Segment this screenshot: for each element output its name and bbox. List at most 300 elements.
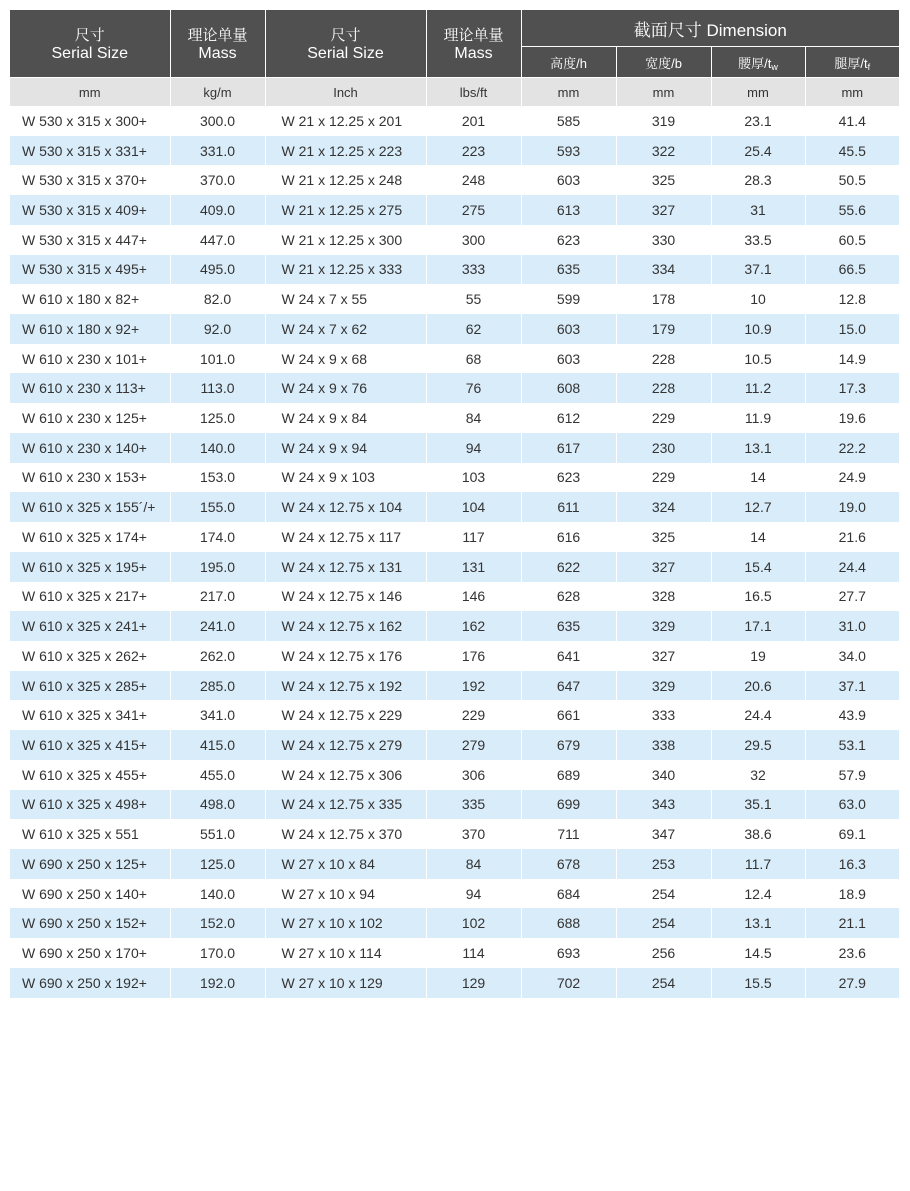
- serial-inch-cell: W 24 x 12.75 x 104: [265, 492, 426, 522]
- mass-kg-cell: 153.0: [170, 463, 265, 493]
- mass-lbs-cell: 279: [426, 730, 521, 760]
- table-row: [10, 225, 899, 255]
- serial-inch-cell: W 21 x 12.25 x 275: [265, 195, 426, 225]
- table-body: [10, 106, 899, 998]
- serial-size-cell: W 610 x 180 x 82+: [10, 284, 170, 314]
- height-cell: 608: [521, 373, 616, 403]
- mass-lbs-cell: 117: [426, 522, 521, 552]
- width-cell: 229: [616, 463, 711, 493]
- table-row: [10, 136, 899, 166]
- header-web-label: 腰厚/t: [738, 55, 772, 71]
- web-thickness-cell: 11.7: [711, 849, 805, 879]
- height-cell: 612: [521, 403, 616, 433]
- serial-inch-cell: W 24 x 12.75 x 117: [265, 522, 426, 552]
- serial-inch-cell: W 24 x 12.75 x 306: [265, 760, 426, 790]
- web-thickness-cell: 10.5: [711, 344, 805, 374]
- web-thickness-cell: 11.2: [711, 373, 805, 403]
- header-mass-en: Mass: [198, 45, 237, 62]
- flange-thickness-cell: 53.1: [805, 730, 899, 760]
- mass-lbs-cell: 55: [426, 284, 521, 314]
- flange-thickness-cell: 69.1: [805, 819, 899, 849]
- mass-lbs-cell: 114: [426, 938, 521, 968]
- serial-inch-cell: W 24 x 9 x 84: [265, 403, 426, 433]
- mass-lbs-cell: 333: [426, 255, 521, 285]
- mass-kg-cell: 455.0: [170, 760, 265, 790]
- height-cell: 679: [521, 730, 616, 760]
- width-cell: 328: [616, 582, 711, 612]
- serial-inch-cell: W 24 x 12.75 x 370: [265, 819, 426, 849]
- header-mass-lbs: [426, 10, 521, 78]
- mass-lbs-cell: 103: [426, 463, 521, 493]
- mass-lbs-cell: 62: [426, 314, 521, 344]
- serial-inch-cell: W 24 x 9 x 68: [265, 344, 426, 374]
- web-thickness-cell: 17.1: [711, 611, 805, 641]
- width-cell: 319: [616, 106, 711, 136]
- web-thickness-cell: 19: [711, 641, 805, 671]
- mass-kg-cell: 192.0: [170, 968, 265, 998]
- header-flange-thickness: [805, 47, 899, 78]
- serial-inch-cell: W 24 x 12.75 x 131: [265, 552, 426, 582]
- height-cell: 684: [521, 879, 616, 909]
- header-lbs-zh: 理论单量: [443, 27, 504, 44]
- serial-inch-cell: W 24 x 7 x 62: [265, 314, 426, 344]
- width-cell: 230: [616, 433, 711, 463]
- web-thickness-cell: 20.6: [711, 671, 805, 701]
- flange-thickness-cell: 41.4: [805, 106, 899, 136]
- mass-lbs-cell: 68: [426, 344, 521, 374]
- serial-inch-cell: W 27 x 10 x 129: [265, 968, 426, 998]
- serial-inch-cell: W 24 x 12.75 x 162: [265, 611, 426, 641]
- serial-size-cell: W 530 x 315 x 409+: [10, 195, 170, 225]
- serial-inch-cell: W 21 x 12.25 x 248: [265, 165, 426, 195]
- serial-size-cell: W 610 x 325 x 551: [10, 819, 170, 849]
- web-thickness-cell: 10.9: [711, 314, 805, 344]
- width-cell: 228: [616, 373, 711, 403]
- serial-inch-cell: W 27 x 10 x 102: [265, 908, 426, 938]
- web-thickness-cell: 14.5: [711, 938, 805, 968]
- serial-inch-cell: W 27 x 10 x 84: [265, 849, 426, 879]
- mass-kg-cell: 174.0: [170, 522, 265, 552]
- height-cell: 689: [521, 760, 616, 790]
- height-cell: 603: [521, 165, 616, 195]
- mass-lbs-cell: 162: [426, 611, 521, 641]
- mass-lbs-cell: 248: [426, 165, 521, 195]
- web-thickness-cell: 33.5: [711, 225, 805, 255]
- mass-lbs-cell: 370: [426, 819, 521, 849]
- serial-inch-cell: W 24 x 9 x 94: [265, 433, 426, 463]
- table-row: [10, 552, 899, 582]
- flange-thickness-cell: 21.6: [805, 522, 899, 552]
- serial-inch-cell: W 24 x 12.75 x 176: [265, 641, 426, 671]
- flange-thickness-cell: 19.6: [805, 403, 899, 433]
- header-flange-sub: f: [867, 61, 871, 72]
- table-row: [10, 255, 899, 285]
- flange-thickness-cell: 15.0: [805, 314, 899, 344]
- serial-size-cell: W 690 x 250 x 140+: [10, 879, 170, 909]
- mass-lbs-cell: 131: [426, 552, 521, 582]
- serial-size-cell: W 690 x 250 x 170+: [10, 938, 170, 968]
- width-cell: 254: [616, 908, 711, 938]
- table-row: [10, 582, 899, 612]
- serial-size-cell: W 690 x 250 x 152+: [10, 908, 170, 938]
- serial-inch-cell: W 24 x 12.75 x 335: [265, 790, 426, 820]
- serial-size-cell: W 610 x 325 x 285+: [10, 671, 170, 701]
- header-serial-zh: 尺寸: [74, 27, 105, 44]
- mass-kg-cell: 140.0: [170, 433, 265, 463]
- height-cell: 611: [521, 492, 616, 522]
- mass-lbs-cell: 176: [426, 641, 521, 671]
- unit-cell: mm: [10, 78, 170, 107]
- mass-kg-cell: 495.0: [170, 255, 265, 285]
- mass-kg-cell: 331.0: [170, 136, 265, 166]
- serial-size-cell: W 690 x 250 x 125+: [10, 849, 170, 879]
- mass-lbs-cell: 201: [426, 106, 521, 136]
- height-cell: 711: [521, 819, 616, 849]
- mass-kg-cell: 92.0: [170, 314, 265, 344]
- unit-cell: lbs/ft: [426, 78, 521, 107]
- web-thickness-cell: 28.3: [711, 165, 805, 195]
- height-cell: 702: [521, 968, 616, 998]
- width-cell: 322: [616, 136, 711, 166]
- width-cell: 327: [616, 552, 711, 582]
- height-cell: 599: [521, 284, 616, 314]
- width-cell: 327: [616, 641, 711, 671]
- serial-size-cell: W 610 x 180 x 92+: [10, 314, 170, 344]
- serial-size-cell: W 610 x 325 x 455+: [10, 760, 170, 790]
- serial-inch-cell: W 24 x 12.75 x 279: [265, 730, 426, 760]
- table-row: [10, 284, 899, 314]
- flange-thickness-cell: 17.3: [805, 373, 899, 403]
- serial-inch-cell: W 24 x 9 x 103: [265, 463, 426, 493]
- height-cell: 593: [521, 136, 616, 166]
- width-cell: 338: [616, 730, 711, 760]
- table-row: [10, 671, 899, 701]
- flange-thickness-cell: 24.9: [805, 463, 899, 493]
- mass-lbs-cell: 76: [426, 373, 521, 403]
- mass-kg-cell: 155.0: [170, 492, 265, 522]
- web-thickness-cell: 31: [711, 195, 805, 225]
- web-thickness-cell: 10: [711, 284, 805, 314]
- height-cell: 678: [521, 849, 616, 879]
- flange-thickness-cell: 60.5: [805, 225, 899, 255]
- height-cell: 603: [521, 314, 616, 344]
- width-cell: 333: [616, 700, 711, 730]
- table-row: [10, 968, 899, 998]
- mass-kg-cell: 217.0: [170, 582, 265, 612]
- table-row: [10, 373, 899, 403]
- width-cell: 254: [616, 879, 711, 909]
- mass-kg-cell: 415.0: [170, 730, 265, 760]
- serial-size-cell: W 610 x 325 x 341+: [10, 700, 170, 730]
- table-row: [10, 611, 899, 641]
- mass-lbs-cell: 102: [426, 908, 521, 938]
- width-cell: 325: [616, 522, 711, 552]
- serial-size-cell: W 690 x 250 x 192+: [10, 968, 170, 998]
- web-thickness-cell: 12.7: [711, 492, 805, 522]
- serial-size-cell: W 530 x 315 x 300+: [10, 106, 170, 136]
- header-height: 高度/h: [521, 47, 616, 78]
- table-row: [10, 106, 899, 136]
- mass-lbs-cell: 229: [426, 700, 521, 730]
- table-row: [10, 403, 899, 433]
- table-row: [10, 730, 899, 760]
- web-thickness-cell: 13.1: [711, 433, 805, 463]
- mass-kg-cell: 498.0: [170, 790, 265, 820]
- header-serial-size-inch: [265, 10, 426, 78]
- mass-lbs-cell: 146: [426, 582, 521, 612]
- serial-size-cell: W 530 x 315 x 370+: [10, 165, 170, 195]
- table-row: [10, 908, 899, 938]
- serial-inch-cell: W 27 x 10 x 94: [265, 879, 426, 909]
- width-cell: 178: [616, 284, 711, 314]
- mass-kg-cell: 125.0: [170, 849, 265, 879]
- mass-kg-cell: 125.0: [170, 403, 265, 433]
- serial-size-cell: W 530 x 315 x 447+: [10, 225, 170, 255]
- width-cell: 334: [616, 255, 711, 285]
- serial-inch-cell: W 24 x 9 x 76: [265, 373, 426, 403]
- height-cell: 623: [521, 225, 616, 255]
- width-cell: 253: [616, 849, 711, 879]
- serial-inch-cell: W 21 x 12.25 x 300: [265, 225, 426, 255]
- flange-thickness-cell: 18.9: [805, 879, 899, 909]
- mass-lbs-cell: 335: [426, 790, 521, 820]
- header-web-sub: w: [771, 61, 778, 72]
- width-cell: 324: [616, 492, 711, 522]
- section-size-table: [10, 10, 899, 998]
- mass-kg-cell: 82.0: [170, 284, 265, 314]
- web-thickness-cell: 12.4: [711, 879, 805, 909]
- serial-size-cell: W 610 x 325 x 195+: [10, 552, 170, 582]
- height-cell: 635: [521, 611, 616, 641]
- mass-kg-cell: 285.0: [170, 671, 265, 701]
- width-cell: 325: [616, 165, 711, 195]
- mass-lbs-cell: 223: [426, 136, 521, 166]
- width-cell: 329: [616, 611, 711, 641]
- width-cell: 254: [616, 968, 711, 998]
- mass-lbs-cell: 306: [426, 760, 521, 790]
- header-flange-label: 腿厚/t: [834, 55, 868, 71]
- table-row: [10, 790, 899, 820]
- flange-thickness-cell: 23.6: [805, 938, 899, 968]
- height-cell: 585: [521, 106, 616, 136]
- flange-thickness-cell: 16.3: [805, 849, 899, 879]
- mass-kg-cell: 101.0: [170, 344, 265, 374]
- unit-cell: mm: [616, 78, 711, 107]
- mass-kg-cell: 341.0: [170, 700, 265, 730]
- mass-kg-cell: 195.0: [170, 552, 265, 582]
- serial-size-cell: W 610 x 325 x 155´/+: [10, 492, 170, 522]
- flange-thickness-cell: 21.1: [805, 908, 899, 938]
- header-serial-size-mm: [10, 10, 170, 78]
- height-cell: 693: [521, 938, 616, 968]
- web-thickness-cell: 29.5: [711, 730, 805, 760]
- mass-kg-cell: 262.0: [170, 641, 265, 671]
- flange-thickness-cell: 50.5: [805, 165, 899, 195]
- mass-kg-cell: 140.0: [170, 879, 265, 909]
- mass-kg-cell: 447.0: [170, 225, 265, 255]
- serial-size-cell: W 610 x 325 x 217+: [10, 582, 170, 612]
- flange-thickness-cell: 45.5: [805, 136, 899, 166]
- unit-cell: Inch: [265, 78, 426, 107]
- serial-size-cell: W 610 x 325 x 498+: [10, 790, 170, 820]
- serial-size-cell: W 610 x 230 x 125+: [10, 403, 170, 433]
- web-thickness-cell: 23.1: [711, 106, 805, 136]
- web-thickness-cell: 15.4: [711, 552, 805, 582]
- unit-cell: mm: [805, 78, 899, 107]
- serial-size-cell: W 530 x 315 x 331+: [10, 136, 170, 166]
- mass-lbs-cell: 275: [426, 195, 521, 225]
- flange-thickness-cell: 37.1: [805, 671, 899, 701]
- table-row: [10, 522, 899, 552]
- height-cell: 661: [521, 700, 616, 730]
- mass-kg-cell: 409.0: [170, 195, 265, 225]
- width-cell: 256: [616, 938, 711, 968]
- width-cell: 228: [616, 344, 711, 374]
- header-serial-en: Serial Size: [51, 45, 128, 62]
- mass-lbs-cell: 192: [426, 671, 521, 701]
- height-cell: 616: [521, 522, 616, 552]
- flange-thickness-cell: 63.0: [805, 790, 899, 820]
- height-cell: 617: [521, 433, 616, 463]
- table-row: [10, 344, 899, 374]
- header-mass-zh: 理论单量: [187, 27, 248, 44]
- flange-thickness-cell: 31.0: [805, 611, 899, 641]
- header-web-thickness: [711, 47, 805, 78]
- header-width: 宽度/b: [616, 47, 711, 78]
- flange-thickness-cell: 43.9: [805, 700, 899, 730]
- header-dimension: 截面尺寸 Dimension: [521, 10, 899, 47]
- width-cell: 329: [616, 671, 711, 701]
- header-mass-kg: [170, 10, 265, 78]
- table-row: [10, 819, 899, 849]
- serial-size-cell: W 610 x 325 x 415+: [10, 730, 170, 760]
- flange-thickness-cell: 66.5: [805, 255, 899, 285]
- serial-size-cell: W 530 x 315 x 495+: [10, 255, 170, 285]
- web-thickness-cell: 35.1: [711, 790, 805, 820]
- serial-inch-cell: W 24 x 12.75 x 192: [265, 671, 426, 701]
- table-row: [10, 165, 899, 195]
- mass-kg-cell: 152.0: [170, 908, 265, 938]
- mass-lbs-cell: 84: [426, 849, 521, 879]
- serial-inch-cell: W 27 x 10 x 114: [265, 938, 426, 968]
- mass-lbs-cell: 94: [426, 433, 521, 463]
- mass-lbs-cell: 104: [426, 492, 521, 522]
- height-cell: 699: [521, 790, 616, 820]
- unit-cell: mm: [711, 78, 805, 107]
- width-cell: 330: [616, 225, 711, 255]
- serial-size-cell: W 610 x 325 x 241+: [10, 611, 170, 641]
- serial-inch-cell: W 24 x 7 x 55: [265, 284, 426, 314]
- web-thickness-cell: 32: [711, 760, 805, 790]
- flange-thickness-cell: 19.0: [805, 492, 899, 522]
- width-cell: 343: [616, 790, 711, 820]
- serial-size-cell: W 610 x 325 x 174+: [10, 522, 170, 552]
- flange-thickness-cell: 34.0: [805, 641, 899, 671]
- serial-size-cell: W 610 x 230 x 101+: [10, 344, 170, 374]
- table-row: [10, 938, 899, 968]
- width-cell: 340: [616, 760, 711, 790]
- web-thickness-cell: 37.1: [711, 255, 805, 285]
- mass-kg-cell: 241.0: [170, 611, 265, 641]
- height-cell: 688: [521, 908, 616, 938]
- web-thickness-cell: 24.4: [711, 700, 805, 730]
- width-cell: 347: [616, 819, 711, 849]
- table-row: [10, 195, 899, 225]
- serial-size-cell: W 610 x 325 x 262+: [10, 641, 170, 671]
- table-row: [10, 492, 899, 522]
- header-lbs-en: Mass: [454, 45, 493, 62]
- web-thickness-cell: 38.6: [711, 819, 805, 849]
- table-row: [10, 463, 899, 493]
- height-cell: 635: [521, 255, 616, 285]
- table-row: [10, 641, 899, 671]
- height-cell: 622: [521, 552, 616, 582]
- flange-thickness-cell: 27.7: [805, 582, 899, 612]
- header-inch-en: Serial Size: [307, 45, 384, 62]
- web-thickness-cell: 25.4: [711, 136, 805, 166]
- mass-kg-cell: 300.0: [170, 106, 265, 136]
- table-row: [10, 760, 899, 790]
- mass-lbs-cell: 129: [426, 968, 521, 998]
- table-row: [10, 314, 899, 344]
- web-thickness-cell: 14: [711, 522, 805, 552]
- flange-thickness-cell: 55.6: [805, 195, 899, 225]
- table-row: [10, 700, 899, 730]
- height-cell: 623: [521, 463, 616, 493]
- height-cell: 613: [521, 195, 616, 225]
- unit-cell: kg/m: [170, 78, 265, 107]
- mass-kg-cell: 551.0: [170, 819, 265, 849]
- height-cell: 641: [521, 641, 616, 671]
- width-cell: 327: [616, 195, 711, 225]
- table-row: [10, 849, 899, 879]
- serial-inch-cell: W 21 x 12.25 x 223: [265, 136, 426, 166]
- serial-inch-cell: W 24 x 12.75 x 146: [265, 582, 426, 612]
- web-thickness-cell: 15.5: [711, 968, 805, 998]
- units-row: [10, 78, 899, 107]
- web-thickness-cell: 16.5: [711, 582, 805, 612]
- mass-kg-cell: 170.0: [170, 938, 265, 968]
- width-cell: 229: [616, 403, 711, 433]
- flange-thickness-cell: 24.4: [805, 552, 899, 582]
- mass-lbs-cell: 84: [426, 403, 521, 433]
- mass-kg-cell: 370.0: [170, 165, 265, 195]
- height-cell: 603: [521, 344, 616, 374]
- flange-thickness-cell: 57.9: [805, 760, 899, 790]
- header-inch-zh: 尺寸: [330, 27, 361, 44]
- web-thickness-cell: 11.9: [711, 403, 805, 433]
- flange-thickness-cell: 27.9: [805, 968, 899, 998]
- table-row: [10, 879, 899, 909]
- height-cell: 628: [521, 582, 616, 612]
- height-cell: 647: [521, 671, 616, 701]
- web-thickness-cell: 14: [711, 463, 805, 493]
- serial-size-cell: W 610 x 230 x 113+: [10, 373, 170, 403]
- mass-lbs-cell: 94: [426, 879, 521, 909]
- flange-thickness-cell: 22.2: [805, 433, 899, 463]
- mass-lbs-cell: 300: [426, 225, 521, 255]
- serial-inch-cell: W 24 x 12.75 x 229: [265, 700, 426, 730]
- serial-inch-cell: W 21 x 12.25 x 333: [265, 255, 426, 285]
- serial-size-cell: W 610 x 230 x 153+: [10, 463, 170, 493]
- width-cell: 179: [616, 314, 711, 344]
- mass-kg-cell: 113.0: [170, 373, 265, 403]
- unit-cell: mm: [521, 78, 616, 107]
- web-thickness-cell: 13.1: [711, 908, 805, 938]
- serial-size-cell: W 610 x 230 x 140+: [10, 433, 170, 463]
- serial-inch-cell: W 21 x 12.25 x 201: [265, 106, 426, 136]
- flange-thickness-cell: 12.8: [805, 284, 899, 314]
